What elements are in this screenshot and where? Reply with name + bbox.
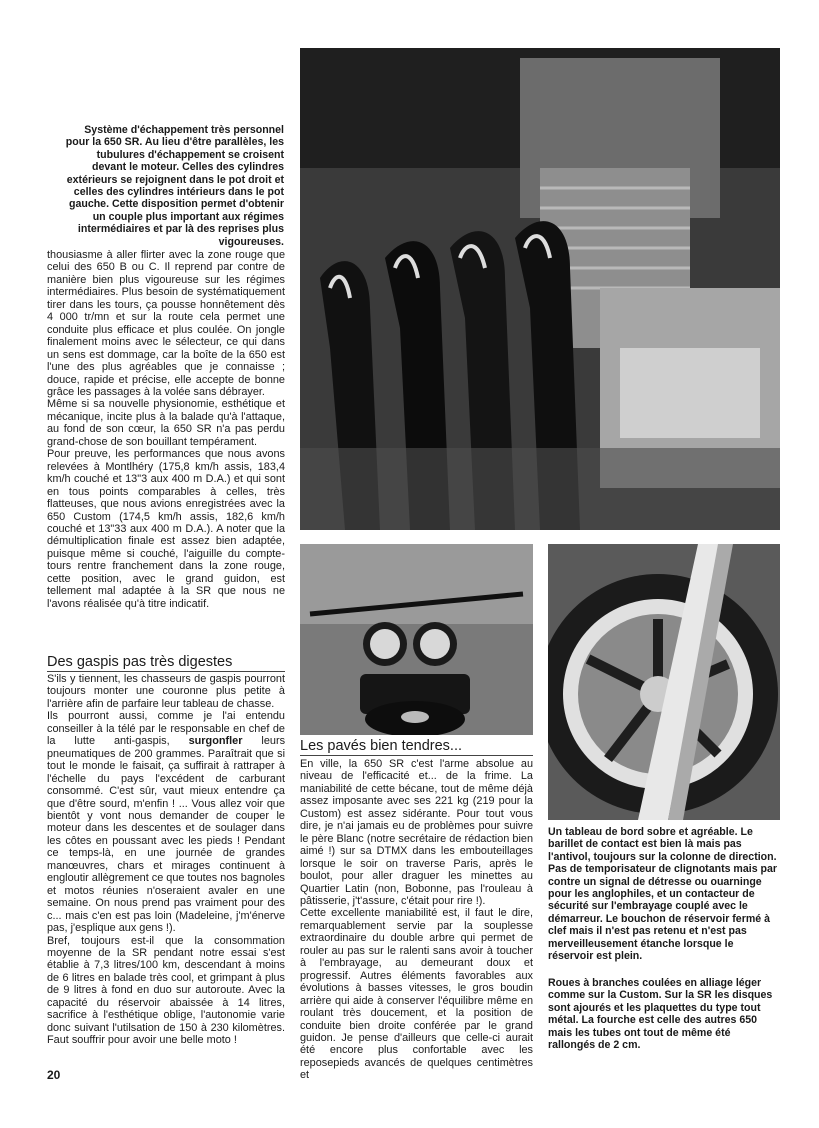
page-number: 20 [47, 1068, 61, 1082]
paragraph: Ils pourront aussi, comme je l'ai entendu conseiller à la télé par le responsable en chef de la lutte anti-gaspis, surgonfler leurs pneumatiques de 200 grammes. Paraîtrait que si tout le monde le faisait, ça suffirait à rattraper à l'échelle du pays l'excédent de carburant consommé. C'est sûr, vaut mieux entendre ça que d'être sourd, m'enfin ! ... Vous allez voir que bientôt y vont nous demander de couper le moteur dans les descentes et de soulager dans les côtes en poussant avec les pieds ! Pendant ce temps-là, en une journée de grandes manœuvres, chars et mirages continuent à engloutir allègrement ce que toutes nos bagnoles et motos réunies n'oseraient avaler en une semaine. On nous prend pas vraiment pour des c... mais c'en est pas loin (Madeleine, j'm'énerve pas, j'esplique aux gens !). [47, 710, 286, 935]
paragraph: En ville, la 650 SR c'est l'arme absolue au niveau de l'efficacité et... de la frime. La maniabilité de cette bécane, tout de même déjà assez imposante avec ses 221 kg (219 pour la Custom) est assez sidérante. Pour tout vous dire, je n'ai jamais eu de problèmes pour suivre le père Blanc (notre secrétaire de rédaction bien aimé !) sur sa DTMX dans les embouteillages lorsque le soir on traverse Paris, après le boulot, pour aller draguer les minettes au Quartier Latin (non, Bobonne, pas l'rouleau à pâtisserie, j't'assure, c'était pour rire !). [300, 758, 533, 907]
article-column-1 [47, 249, 285, 610]
article-column-1b [47, 673, 285, 1047]
emphasis: surgonfler [188, 735, 243, 748]
exhaust-caption: Système d'échappement très personnel pour la 650 SR. Au lieu d'être parallèles, les tubulures d'échappement se croisent devant le moteur. Celles des cylindres extérieurs se rejoignent dans le pot droit et celles des cylindres intérieurs dans le pot gauche. Cette disposition permet d'obtenir un couple plus important aux régimes intermédiaires et par là des reprises plus vigoureuses. [65, 124, 284, 248]
paragraph: S'ils y tiennent, les chasseurs de gaspis pourront toujours monter une couronne plus petite à l'arrière afin de parfaire leur tableau de chasse. [47, 673, 285, 710]
paragraph: Même si sa nouvelle physionomie, esthétique et mécanique, incite plus à la balade qu'à l'attaque, au fond de son cœur, la 650 SR n'a pas perdu grand-chose de son bouillant tempérament. [47, 398, 285, 448]
paragraph: thousiasme à aller flirter avec la zone rouge que celui des 650 B ou C. Il reprend par contre de manière bien plus vigoureuse sur les régimes intermédiaires. Plus besoin de systématiquement tirer dans les tours, ça pousse honnêtement dès 4 000 tr/mn et sur la route cela permet une conduite plus efficace et plus coulée. On jongle finalement moins avec le sélecteur, ce qui dans un sens est dommage, car la boîte de la 650 est l'une des plus agréables que je connaisse ; douce, rapide et précise, elle accepte de bonne grâce les passages à la volée sans débrayer. [47, 249, 285, 398]
article-column-2 [300, 758, 533, 1082]
paragraph: Pour preuve, les performances que nous avons relevées à Montlhéry (175,8 km/h assis, 183,4 km/h couché et 13"3 aux 400 m D.A.) et qui sont en tous points comparables à celles, très flatteuses, que nous avions enregistrées avec la 650 Custom (174,5 km/h assis, 182,6 km/h couché et 13"33 aux 400 m D.A.). A noter que la démultiplication finale est assez bien adaptée, puisque même si couché, l'aiguille du compte-tours rentre franchement dans la zone rouge, cette position, avec le grand guidon, est tellement mal adaptée à la SR que nous ne l'avons réalisée qu'à titre indicatif. [47, 448, 285, 610]
dashboard-photo [300, 544, 533, 735]
section-heading-paves: Les pavés bien tendres... [300, 738, 463, 754]
heading-rule [47, 671, 285, 672]
heading-rule [300, 755, 533, 756]
paragraph: Bref, toujours est-il que la consommation moyenne de la SR pendant notre essai s'est établie à 7,3 litres/100 km, descendant à moins de 6 litres en balade très cool, et grimpant à plus de 9 litres à fond en duo sur autoroute. Avec la capacité du réservoir abaissée à 14 litres, sacrifice à l'esthétique oblige, l'autonomie varie donc suivant l'utilsation de 150 à 230 kilomètres. Faut souffrir pour avoir une belle moto ! [47, 934, 285, 1047]
section-heading-gaspis: Des gaspis pas très digestes [47, 654, 233, 670]
dashboard-caption: Un tableau de bord sobre et agréable. Le barillet de contact est bien là mais pas l'antivol, toujours sur la colonne de direction. Pas de temporisateur de clignotants mais par contre un signal de détresse ou ouarninge pour les anglophiles, et un contacteur de sécurité sur l'embrayage couplé avec le démarreur. Le bouchon de réservoir fermé à clef mais il n'est pas retenu et n'est pas merveilleusement étanche lorsque le réservoir est plein. [548, 826, 778, 963]
paragraph: Cette excellente maniabilité est, il faut le dire, remarquablement servie par la souplesse extraordinaire du double arbre qui permet de rouler au pas sur le ralenti sans avoir à toucher à l'embrayage, au demeurant doux et progressif. Autres éléments favorables aux évolutions à basses vitesses, le gros boudin arrière qui aide à conserver l'équilibre même en roulant très doucement, et la position de conduite bien droite conférée par le grand guidon. Je pense d'ailleurs que celle-ci aurait été encore plus confortable avec les reposepieds avancés de quelques centimètres et [300, 907, 533, 1082]
wheel-caption: Roues à branches coulées en alliage léger comme sur la Custom. Sur la SR les disques sont ajourés et les plaquettes du type tout métal. La fourche est celle des autres 650 mais les tubes ont tout de même été rallongés de 2 cm. [548, 977, 773, 1052]
engine-exhaust-photo [300, 48, 780, 530]
front-wheel-photo [548, 544, 780, 820]
